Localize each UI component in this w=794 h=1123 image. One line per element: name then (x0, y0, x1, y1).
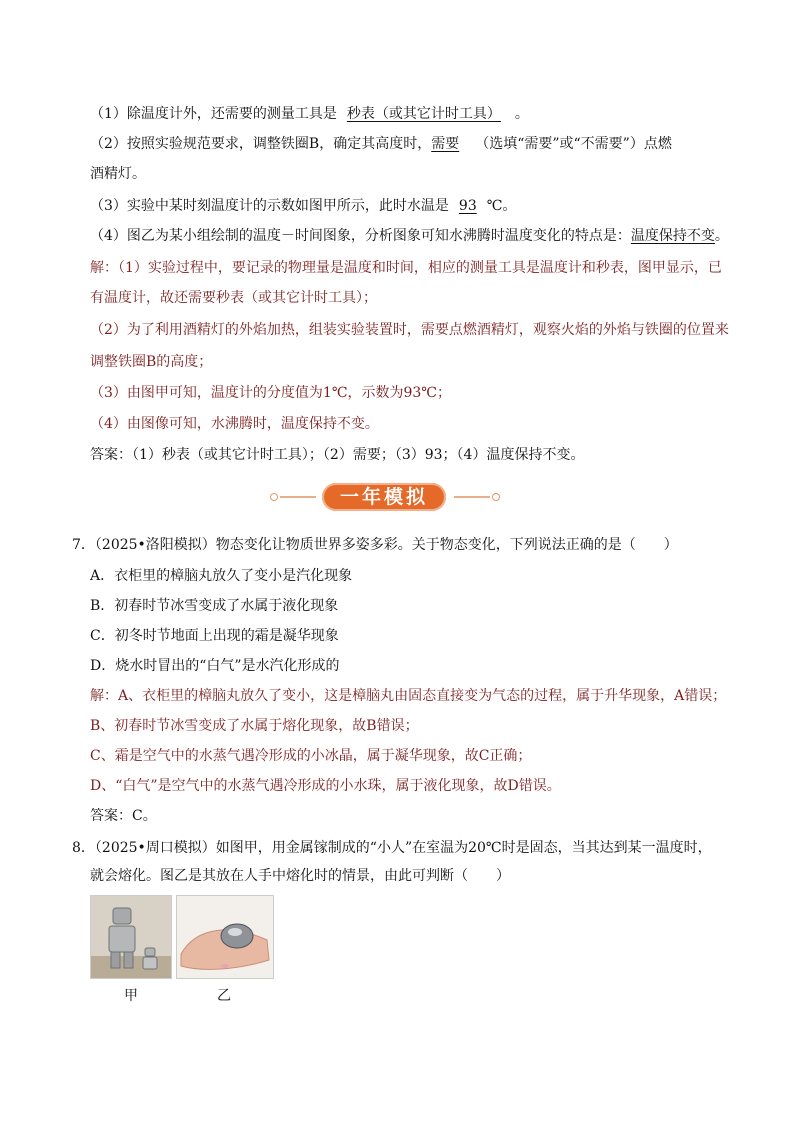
figure-yi-caption: 乙 (217, 988, 231, 1004)
q7-answer: 答案：C。 (90, 808, 157, 824)
q7-solution-d: D、“白气”是空气中的水蒸气遇冷形成的小水珠，属于液化现象，故D错误。 (90, 778, 561, 794)
q6-part2-hint: （选填“需要”或“不需要”）点燃 (475, 136, 672, 152)
q7-option-c: C．初冬时节地面上出现的霜是凝华现象 (90, 628, 339, 644)
q6-part3-prompt: （3）实验中某时刻温度计的示数如图甲所示，此时水温是 (90, 198, 449, 214)
gallium-figure-illustration (91, 896, 171, 978)
section-banner-title: 一年模拟 (339, 486, 428, 508)
q6-part4-end: 。 (714, 228, 729, 244)
q6-part2-cont: 酒精灯。 (90, 166, 146, 182)
q6-solution-1b: 有温度计，故还需要秒表（或其它计时工具）； (90, 290, 377, 306)
q7-option-d: D．烧水时冒出的“白气”是水汽化形成的 (90, 658, 340, 674)
q6-part4 (90, 226, 729, 246)
q6-solution-1: 解：（1）实验过程中，要记录的物理量是温度和时间，相应的测量工具是温度计和秒表，图甲显示，已 (90, 260, 722, 276)
q7-stem: 7．（2025•洛阳模拟）物态变化让物质世界多姿多彩。关于物态变化，下列说法正确的是（ ） (72, 537, 678, 553)
q6-solution-4: （4）由图像可知，水沸腾时，温度保持不变。 (90, 416, 379, 432)
q6-answer: 答案：（1）秒表（或其它计时工具）；（2）需要；（3）93；（4）温度保持不变。 (90, 447, 585, 463)
q8-stem-line1: 8．（2025•周口模拟）如图甲，用金属镓制成的“小人”在室温为20℃时是固态，当其达到某一温度时， (72, 840, 712, 856)
q6-part3 (90, 196, 516, 216)
q6-part2 (90, 134, 672, 154)
q6-part1 (90, 104, 529, 124)
q6-solution-2: （2）为了利用酒精灯的外焰加热，组装实验装置时，需要点燃酒精灯，观察火焰的外焰与铁圈的位置来 (90, 322, 729, 338)
figure-yi-photo (176, 895, 274, 979)
q7-solution-a: 解：A、衣柜里的樟脑丸放久了变小，这是樟脑丸由固态直接变为气态的过程，属于升华现象，A错误； (90, 688, 727, 704)
q6-part1-end: 。 (514, 106, 529, 122)
q7-option-a: A．衣柜里的樟脑丸放久了变小是汽化现象 (90, 568, 353, 584)
hand-melting-illustration (177, 896, 273, 978)
q6-part4-prompt: （4）图乙为某小组绘制的温度－时间图象，分析图象可知水沸腾时温度变化的特点是： (90, 228, 631, 244)
q8-stem-line2: 就会熔化。图乙是其放在人手中熔化时的情景，由此可判断（ ） (90, 868, 510, 884)
section-banner-pill (322, 483, 446, 511)
q6-solution-2b: 调整铁圈B的高度； (90, 354, 213, 370)
figure-jia-photo (90, 895, 172, 979)
q7-solution-b: B、初春时节冰雪变成了水属于熔化现象，故B错误； (90, 718, 419, 734)
q6-part4-answer: 温度保持不变 (630, 228, 715, 244)
section-banner (270, 481, 500, 513)
q6-part1-prompt: （1）除温度计外，还需要的测量工具是 (90, 106, 337, 122)
q6-solution-3: （3）由图甲可知，温度计的分度值为1℃，示数为93℃； (90, 385, 451, 401)
q7-solution-c: C、霜是空气中的水蒸气遇冷形成的小冰晶，属于凝华现象，故C正确； (90, 748, 532, 764)
q6-part3-answer: 93 (458, 198, 477, 214)
q6-part2-prompt: （2）按照实验规范要求，调整铁圈B，确定其高度时， (90, 136, 432, 152)
q6-part1-answer: 秒表（或其它计时工具） (346, 106, 501, 122)
q7-option-b: B．初春时节冰雪变成了水属于液化现象 (90, 598, 339, 614)
q6-part3-unit: ℃。 (486, 198, 517, 214)
figure-jia-caption: 甲 (124, 988, 138, 1004)
q6-part2-answer: 需要 (431, 136, 460, 152)
